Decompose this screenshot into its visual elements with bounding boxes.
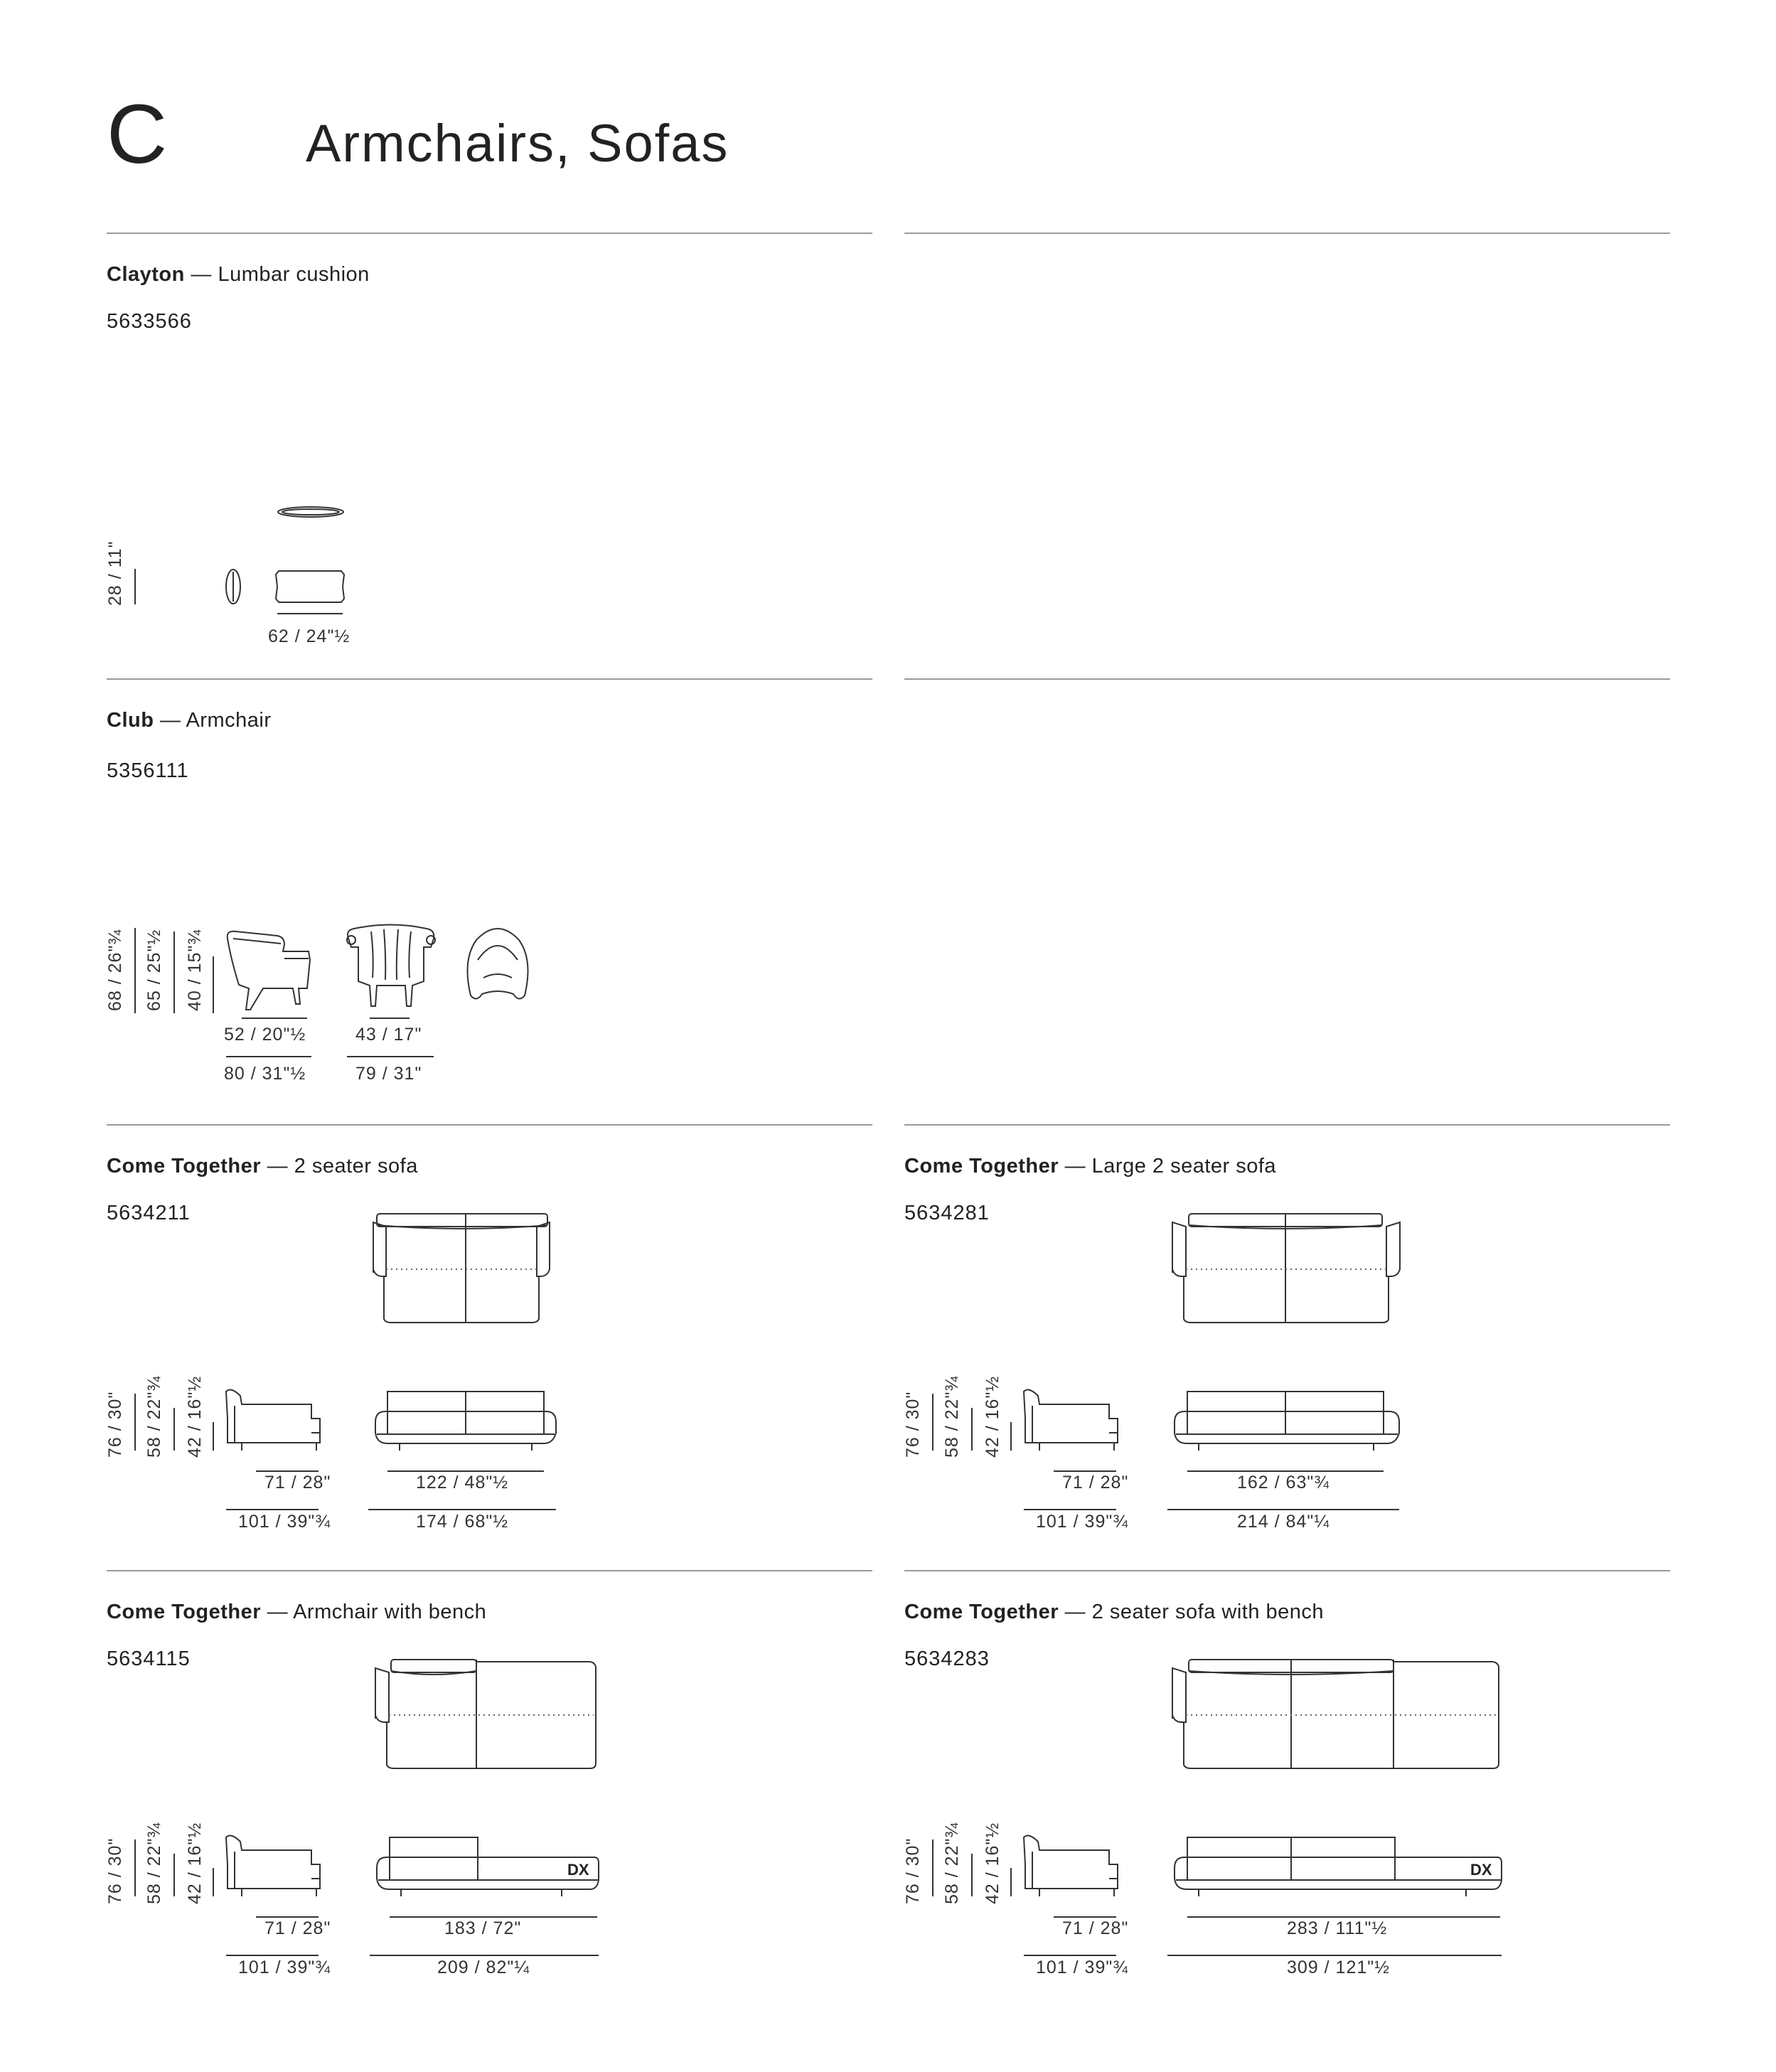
front-width-dimension: 183 / 72" [444, 1918, 522, 1938]
club-armchair-drawing [107, 917, 569, 1088]
product-name: Club [107, 709, 154, 732]
product-code: 5356111 [107, 759, 189, 782]
divider [904, 678, 1670, 680]
side-label: DX [567, 1861, 589, 1879]
product-type: 2 seater sofa with bench [1091, 1601, 1325, 1623]
height-dimension: 42 / 16"½ [983, 1822, 1002, 1904]
side-depth-dimension: 71 / 28" [264, 1473, 331, 1492]
product-type: Lumbar cushion [218, 263, 370, 286]
side-depth-total: 101 / 39"¾ [1036, 1512, 1129, 1532]
product-name: Clayton [107, 263, 185, 286]
title-separator: — [1064, 1155, 1086, 1177]
title-separator: — [267, 1601, 289, 1623]
divider [107, 1124, 872, 1126]
front-width-dimension: 122 / 48"½ [416, 1473, 509, 1492]
product-type: Armchair [186, 709, 272, 732]
lumbar-cushion-drawing [128, 498, 363, 626]
product-name: Come Together [107, 1601, 262, 1623]
title-separator: — [191, 263, 212, 286]
front-width-dimension: 283 / 111"½ [1287, 1918, 1388, 1938]
divider [904, 1124, 1670, 1126]
product-title [107, 1602, 486, 1623]
product-code: 5634115 [107, 1648, 191, 1670]
title-separator: — [267, 1155, 289, 1177]
front-width-total: 209 / 82"¼ [437, 1958, 530, 1977]
large-two-seater-sofa-drawing [904, 1202, 1416, 1532]
side-depth-total: 80 / 31"½ [224, 1064, 306, 1084]
width-dimension: 62 / 24"½ [268, 626, 351, 646]
title-separator: — [1064, 1601, 1086, 1623]
product-code: 5633566 [107, 310, 192, 333]
product-name: Come Together [904, 1155, 1059, 1177]
divider [904, 1570, 1670, 1571]
product-code: 5634281 [904, 1202, 990, 1224]
product-code: 5634211 [107, 1202, 191, 1224]
height-dimension: 42 / 16"½ [185, 1375, 205, 1458]
divider [107, 678, 872, 680]
height-dimension: 65 / 25"½ [144, 929, 164, 1011]
height-dimension: 58 / 22"¾ [144, 1375, 164, 1458]
side-depth-dimension: 52 / 20"½ [224, 1025, 306, 1045]
armchair-with-bench-drawing [107, 1648, 604, 1978]
front-width-total: 214 / 84"¼ [1237, 1512, 1330, 1532]
title-separator: — [160, 709, 181, 732]
side-depth-dimension: 71 / 28" [1062, 1473, 1129, 1492]
height-dimension: 42 / 16"½ [185, 1822, 205, 1904]
height-dimension: 76 / 30" [903, 1837, 923, 1904]
product-code: 5634283 [904, 1648, 990, 1670]
two-seater-sofa-with-bench-drawing [904, 1648, 1516, 1978]
product-title [904, 1156, 1276, 1177]
product-name: Come Together [107, 1155, 262, 1177]
front-width-dimension: 162 / 63"¾ [1237, 1473, 1330, 1492]
product-title [107, 265, 370, 285]
side-depth-total: 101 / 39"¾ [1036, 1958, 1129, 1977]
height-dimension: 76 / 30" [105, 1391, 125, 1458]
height-dimension: 68 / 26"¾ [105, 929, 125, 1011]
side-depth-dimension: 71 / 28" [264, 1918, 331, 1938]
height-dimension: 58 / 22"¾ [144, 1822, 164, 1904]
page-title: Armchairs, Sofas [306, 114, 729, 173]
product-type: Large 2 seater sofa [1091, 1155, 1277, 1177]
height-dimension: 42 / 16"½ [983, 1375, 1002, 1458]
height-dimension: 40 / 15"¾ [185, 929, 205, 1011]
product-type: 2 seater sofa [294, 1155, 418, 1177]
height-dimension: 76 / 30" [903, 1391, 923, 1458]
side-depth-total: 101 / 39"¾ [238, 1512, 331, 1532]
divider [107, 233, 872, 234]
product-title [107, 710, 271, 731]
side-label: DX [1470, 1861, 1492, 1879]
height-dimension: 58 / 22"¾ [942, 1375, 962, 1458]
product-name: Come Together [904, 1601, 1059, 1623]
divider [904, 233, 1670, 234]
side-depth-total: 101 / 39"¾ [238, 1958, 331, 1977]
side-depth-dimension: 71 / 28" [1062, 1918, 1129, 1938]
product-title [904, 1602, 1324, 1623]
front-width-dimension: 43 / 17" [355, 1025, 422, 1045]
front-width-total: 309 / 121"½ [1287, 1958, 1390, 1977]
front-width-total: 79 / 31" [355, 1064, 422, 1084]
divider [107, 1570, 872, 1571]
height-dimension: 28 / 11" [105, 540, 125, 606]
product-type: Armchair with bench [293, 1601, 487, 1623]
front-width-total: 174 / 68"½ [416, 1512, 509, 1532]
height-dimension: 58 / 22"¾ [942, 1822, 962, 1904]
height-dimension: 76 / 30" [105, 1837, 125, 1904]
section-letter: C [107, 87, 168, 181]
product-title [107, 1156, 418, 1177]
